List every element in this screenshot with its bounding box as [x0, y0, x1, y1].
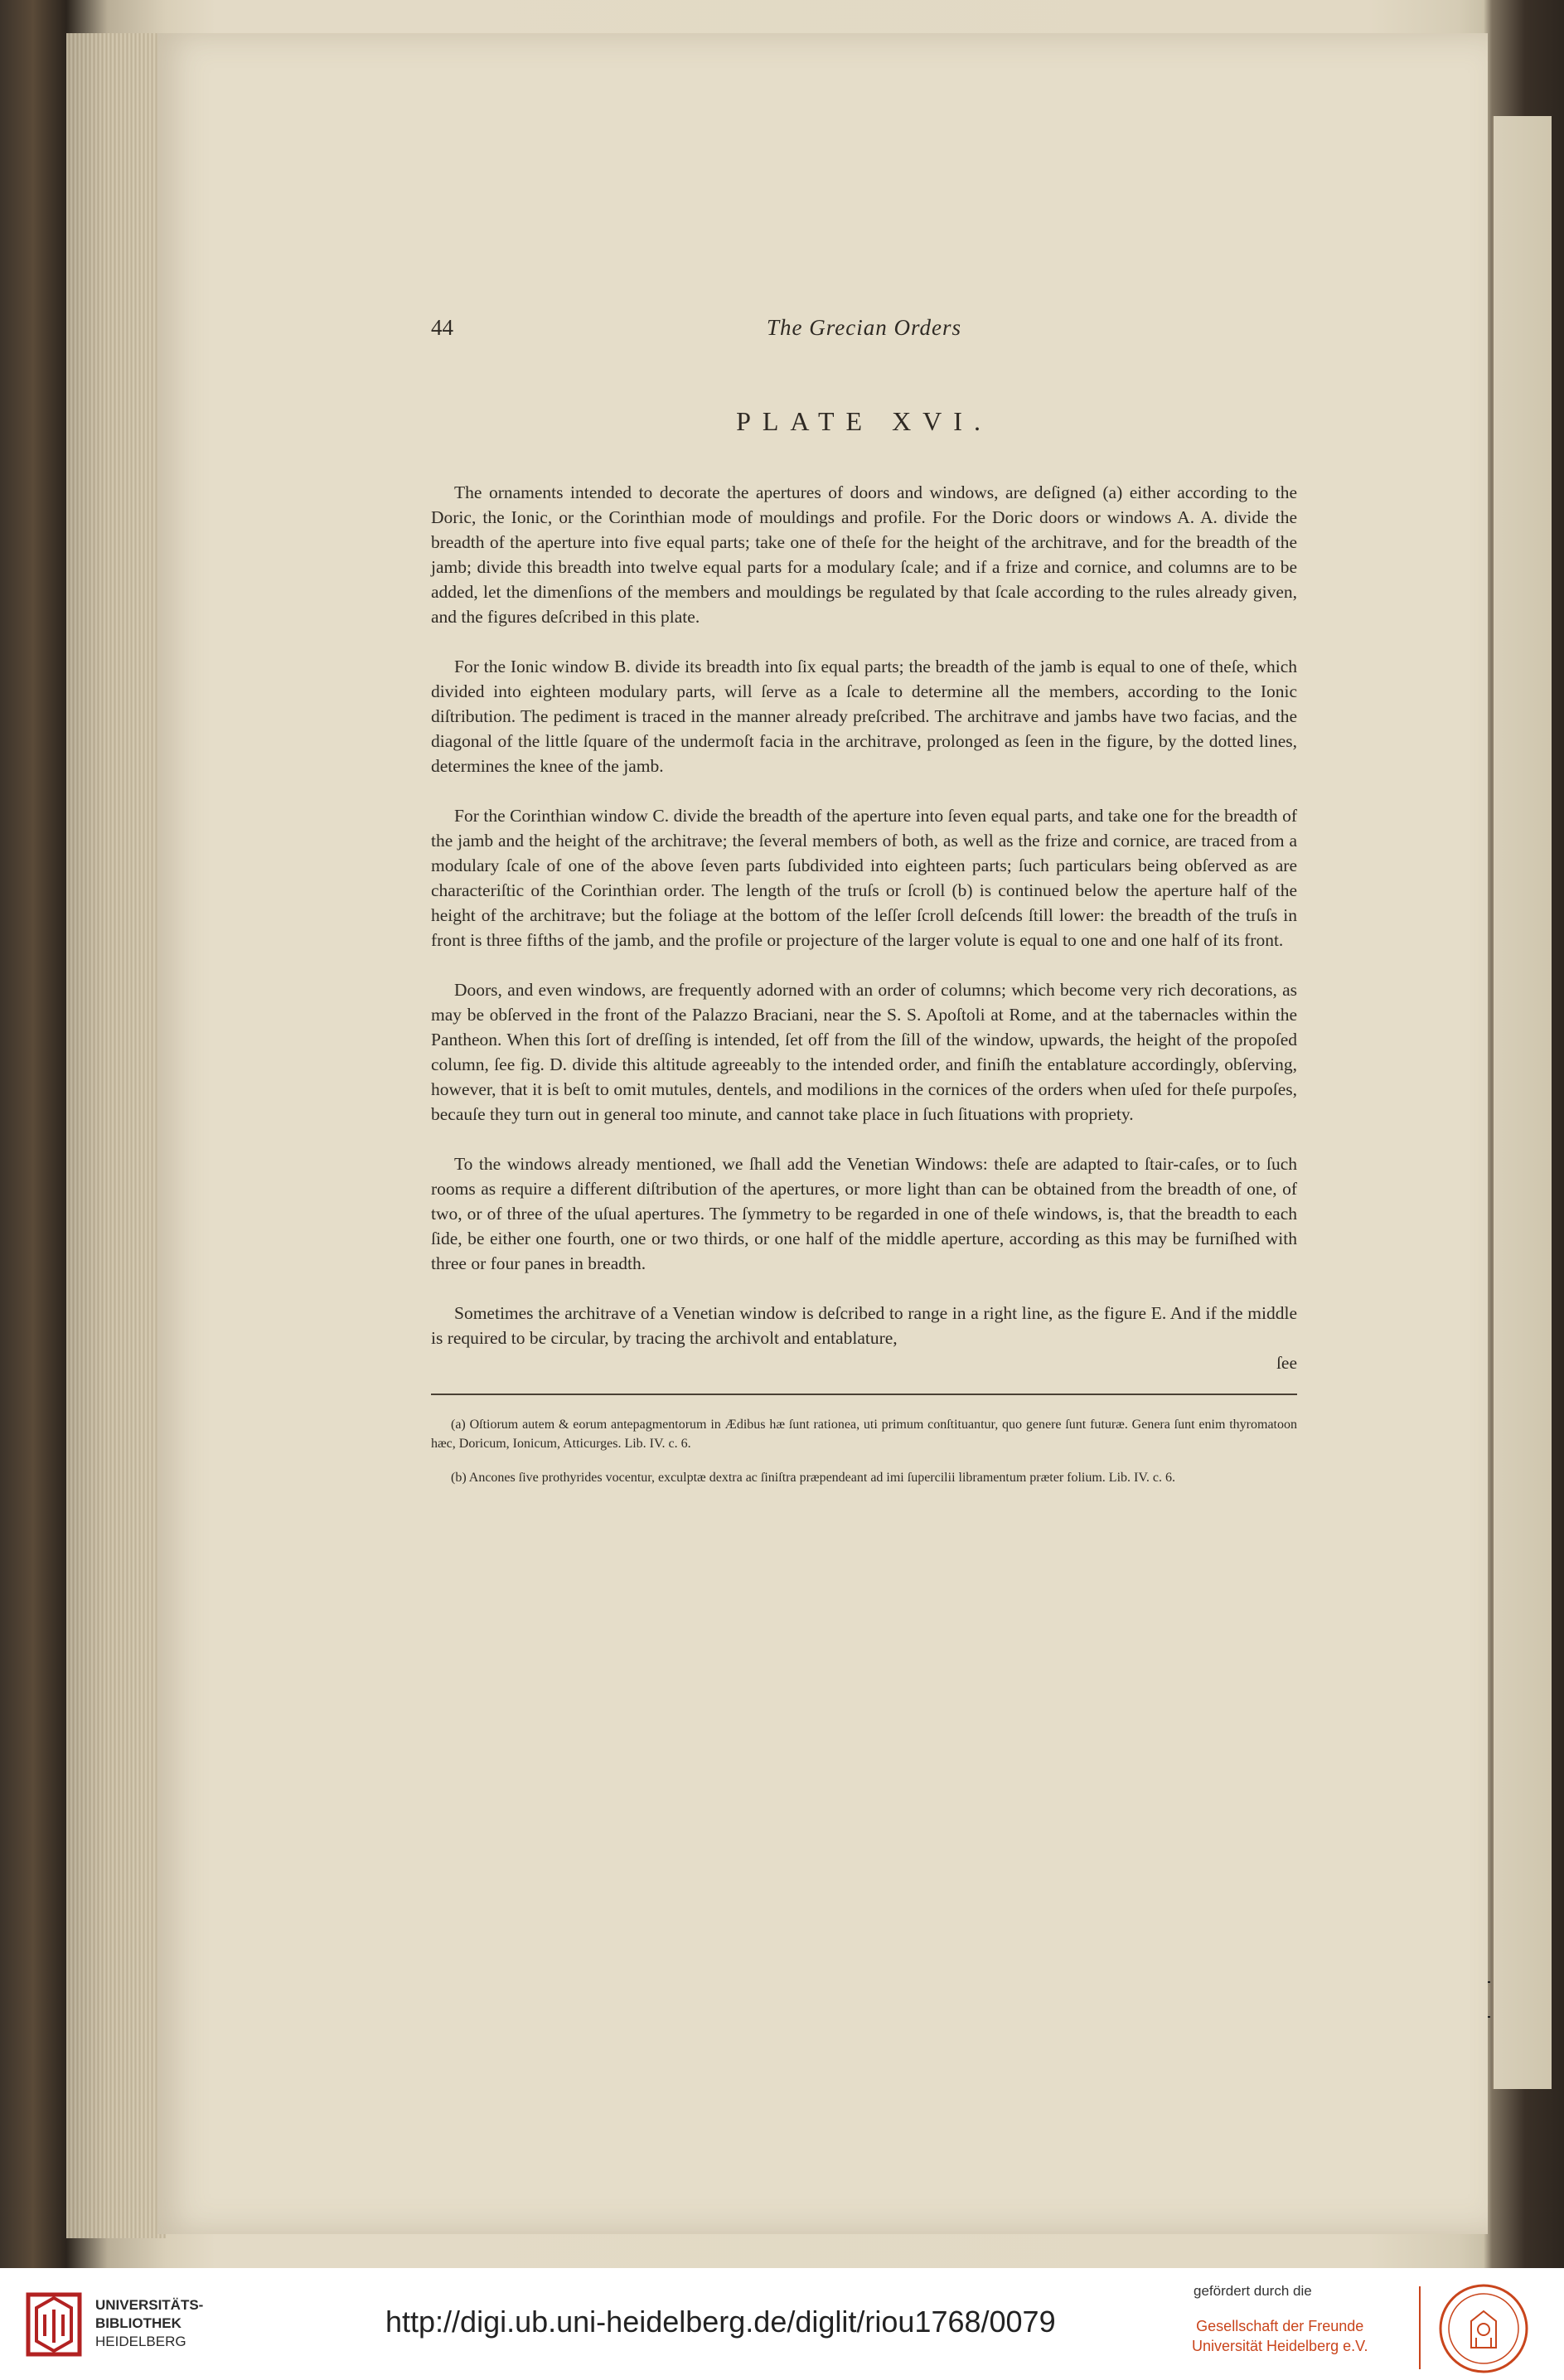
footnote-rule	[431, 1394, 1297, 1395]
document-url-link[interactable]: http://digi.ub.uni-heidelberg.de/diglit/riou1768/0079	[385, 2305, 1056, 2339]
paragraph-doric: The ornaments intended to decorate the apertures of doors and windows, are deſigned (a) either according to the Doric, the Ionic, or the Corinthian mode of mouldings and profile. For the Doric doors or windows A. A. divide the breadth of the aperture into five equal parts; take one of theſe for the height of the architrave, and for the breadth of the jamb; divide this breadth into twelve equal parts for a modulary ſcale; and if a frize and cornice, and columns are to be added, let the dimenſions of the members and mouldings be regulated by that ſcale according to the rules already given, and the figures deſcribed in this plate.	[431, 482, 1297, 627]
paragraph-ionic: For the Ionic window B. divide its breadth into ſix equal parts; the breadth of the jamb is equal to one of theſe, which divided into eighteen modulary parts, will ſerve as a ſcale to determine all the members, according to the Ionic diſtribution. The pediment is traced in the manner already preſcribed. The architrave and jambs have two facias, and the diagonal of the little ſquare of the undermoſt facia in the architrave, prolonged as ſeen in the figure, by the dotted lines, determines the knee of the jamb.	[431, 657, 1297, 776]
running-title: The Grecian Orders	[767, 315, 961, 340]
library-name-line: BIBLIOTHEK	[95, 2315, 182, 2331]
footnote-a: (a) Oſtiorum autem & eorum antepagmentorum in Ædibus hæ ſunt rationea, uti primum conſtituantur, quo genere ſunt futuræ. Genera ſunt enim thyromatoon hæc, Doricum, Ionicum, Atticurges. Lib. IV. c. 6.	[431, 1418, 1297, 1451]
paragraph-doors-columns: Doors, and even windows, are frequently adorned with an order of columns; which become very rich decorations, as may be obſerved in the front of the Palazzo Braciani, near the S. S. Apoſtoli at Rome, and at the tabernacles within the Pantheon. When this ſort of dreſſing is intended, ſet off from the ſill of the window, upwards, the height of the propoſed column, ſee fig. D. divide this altitude agreeably to the intended order, and finiſh the entablature accordingly, obſerving, however, that it is beſt to omit mutules, dentels, and modilions in the cornices of the orders when uſed for theſe purpoſes, becauſe they turn out in general too minute, and cannot take place in ſuch ſituations with propriety.	[431, 980, 1297, 1124]
plate-title: PLATE XVI.	[736, 406, 992, 436]
library-name-line: HEIDELBERG	[95, 2334, 186, 2349]
page-number: 44	[431, 315, 453, 340]
catchword: ſee	[1276, 1353, 1297, 1373]
sponsor-name-line: Universität Heidelberg e.V.	[1192, 2338, 1368, 2354]
university-seal-icon[interactable]	[1438, 2283, 1529, 2374]
viewer-footer	[0, 2268, 1564, 2380]
paragraph-corinthian: For the Corinthian window C. divide the breadth of the aperture into ſeven equal parts, and take one for the breadth of the jamb and the height of the architrave; the ſeveral members of both, as well as the frize and cornice, are traced from a modulary ſcale of one of the above ſeven parts ſubdivided into eighteen parts; ſuch particulars being obſerved as are characteriſtic of the Corinthian order. The length of the truſs or ſcroll (b) is continued below the aperture half of the height of the architrave; but the foliage at the bottom of the leſſer ſcroll deſcends ſtill lower: the breadth of the truſs in front is three fifths of the jamb, and the profile or projecture of the larger volute is equal to one and one half of its front.	[431, 806, 1297, 950]
page-content	[431, 315, 1297, 1502]
library-name-line: UNIVERSITÄTS-	[95, 2297, 204, 2313]
sponsor-name-link[interactable]	[1192, 2316, 1368, 2356]
sponsor-label: gefördert durch die	[1194, 2283, 1312, 2299]
running-head	[431, 315, 1297, 356]
paragraph-venetian-architrave: Sometimes the architrave of a Venetian window is deſcribed to range in a right line, as the figure E. And if the middle is required to be circular, by tracing the archivolt and entablature,	[431, 1303, 1297, 1348]
page-edges-stack	[66, 33, 166, 2238]
facing-page-edge	[1492, 116, 1552, 2089]
sponsor-divider	[1419, 2286, 1421, 2369]
footnote-b: (b) Ancones ſive prothyrides vocentur, exculptæ dextra ac ſiniſtra præpendeant ad imi ſupercilii libramentum præter folium. Lib. IV. c. 6.	[451, 1471, 1175, 1485]
sponsor-name-line: Gesellschaft der Freunde	[1196, 2318, 1364, 2334]
paragraph-venetian-windows: To the windows already mentioned, we ſhall add the Venetian Windows: theſe are adapted to ſtair-caſes, or to ſuch rooms as require a different diſtribution of the apertures, or more light than can be obtained from the breadth of one, of two, or of three of the uſual apertures. The ſymmetry to be regarded in one of theſe windows, is, that the breadth to each ſide, be either one fourth, one or two thirds, or one half of the middle aperture, according as this may be furniſhed with three or four panes in breadth.	[431, 1154, 1297, 1273]
university-library-logo-icon[interactable]	[25, 2291, 83, 2358]
university-library-name[interactable]	[95, 2296, 203, 2351]
